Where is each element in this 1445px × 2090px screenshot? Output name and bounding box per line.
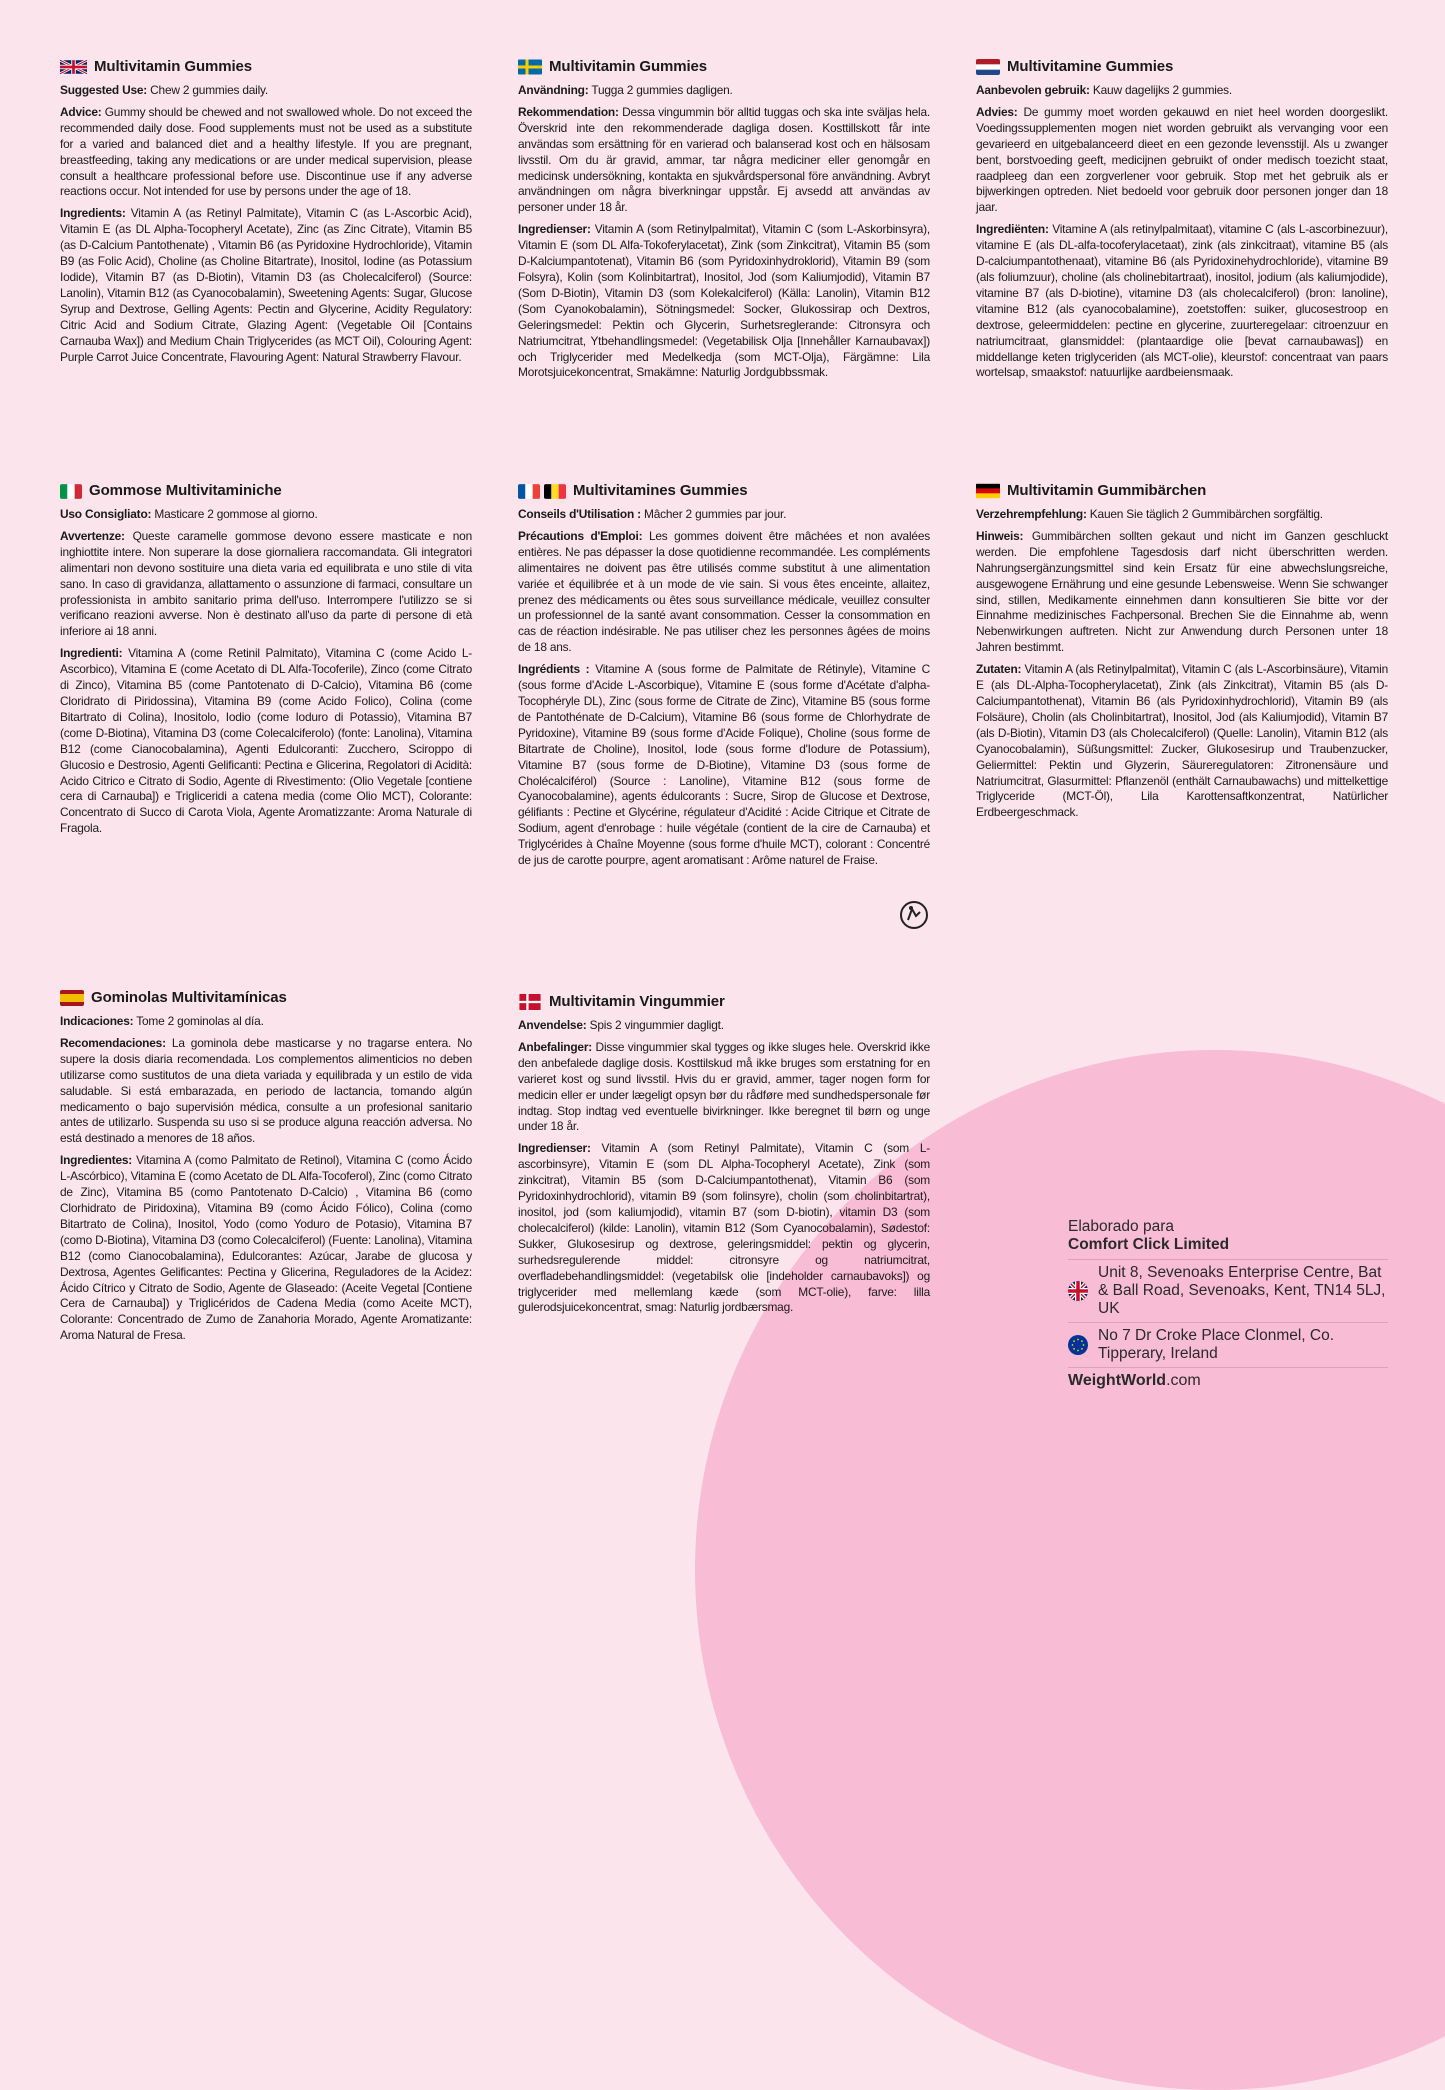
- ingredients: Ingrediënten: Vitamine A (als retinylpalmitaat), vitamine C (als L-ascorbinezuur), vitamine E (als DL-alfa-tocoferylacetaat), zink (als zinkcitraat), vitamine B5 (als D-calciumpantothenaat), vitamine B6 (als Pyridoxinehydrochloride), vitamine B9 (als foliumzuur), choline (als cholinebitartraat), inositol, jodium (als kaliumjodide), vitamine B7 (als D-biotine), vitamine D3 (als cholecalciferol) (bron: lanoline), vitamine B12 (als cyanocobalamine), zoetstoffen: suiker, glucosestroop en dextrose, geleermiddelen: pectine en glycerine, zuurteregelaar: citroenzuur en natriumcitraat, glansmiddel: (plantaardige olie [bevat carnaubawas]) en middellange keten triglyceriden (als MCT-olie), kleurstof: concentraat van paars wortelsap, smaakstof: natuurlijke aardbeiensmaak.: [976, 222, 1388, 380]
- title-text: Multivitamin Gummies: [549, 58, 708, 76]
- netherlands-flag-icon: [976, 59, 1000, 75]
- title-text: Gommose Multivitaminiche: [89, 482, 282, 500]
- usage: Uso Consigliato: Masticare 2 gommose al giorno.: [60, 507, 318, 521]
- advice: Advice: Gummy should be chewed and not swallowed whole. Do not exceed the recommended daily dose. Food supplements must not be used as a substitute for a varied and balanced diet and a healthy lifestyle. If you are pregnant, breastfeeding, taking any medications or are under medical supervision, please consult a healthcare professional before use. Discontinue use if any adverse reactions occur. Not intended for use by persons under the age of 18.: [60, 104, 472, 199]
- brand-website: WeightWorld.com: [1068, 1367, 1388, 1390]
- section-title: [60, 987, 472, 1009]
- recommendations: Recomendaciones: La gominola debe masticarse y no tragarse entera. No supere la dosis diaria recomendada. Los complementos alimenticios no deben utilizarse como sustitutos de una dieta variada y equilibrada y un estilo de vida saludable. Si está embarazada, en periodo de lactancia, tomando algún medicamento o bajo supervisión médica, consulte a un profesional sanitario antes de utilizarlo. Suspenda su uso si se produce alguna reacción adversa. No está destinado a menores de 18 años.: [60, 1035, 472, 1146]
- ingredients: Ingredients: Vitamin A (as Retinyl Palmitate), Vitamin C (as L-Ascorbic Acid), Vitamin E (as DL Alpha-Tocopheryl Acetate), Zinc (as Zinc Citrate), Vitamin B5 (as D-Calcium Pantothenate) , Vitamin B6 (as Pyridoxine Hydrochloride), Vitamin B9 (as Folic Acid), Choline (as Choline Bitartrate), Inositol, Iodine (as Potassium Iodide), Vitamin B7 (as D-Biotin), Vitamin D3 (as Cholecalciferol) (Source: Lanolin), Vitamin B12 (as Cyanocobalamin), Sweetening Agents: Sugar, Glucose Syrup and Dextrose, Gelling Agents: Pectin and Glycerine, Acidity Regulatory: Citric Acid and Sodium Citrate, Glazing Agent: (Vegetable Oil [Contains Carnauba Wax]) and Medium Chain Triglycerides (as MCT Oil), Colouring Agent: Purple Carrot Juice Concentrate, Flavouring Agent: Natural Strawberry Flavour.: [60, 206, 472, 364]
- section-title: [60, 480, 472, 502]
- section-title: [518, 991, 930, 1013]
- uk-address-row: [1068, 1259, 1388, 1322]
- manufacturer-info: [1068, 1218, 1388, 1390]
- usage: Conseils d'Utilisation : Mâcher 2 gummies par jour.: [518, 507, 787, 521]
- section-italian: [60, 480, 472, 843]
- uk-address: Unit 8, Sevenoaks Enterprise Centre, Bat & Ball Road, Sevenoaks, Kent, TN14 5LJ, UK: [1098, 1264, 1386, 1317]
- section-dutch: [976, 56, 1388, 387]
- section-french: [518, 480, 930, 875]
- section-danish: [518, 991, 930, 1322]
- section-german: [976, 480, 1388, 827]
- eu-address-row: [1068, 1322, 1388, 1367]
- ingredients: Ingrédients : Vitamine A (sous forme de Palmitate de Rétinyle), Vitamine C (sous forme d'Acide L-Ascorbique), Vitamine E (sous forme d'Acétate d'alpha-Tocophéryle DL), Zinc (sous forme de Citrate de Zinc), Vitamine B5 (sous forme de Pantothénate de D-Calcium), Vitamine B6 (sous forme de Chlorhydrate de Pyridoxine), Vitamine B9 (sous forme d'Acide Folique), Choline (sous forme de Bitartrate de Choline), Inositol, Iode (sous forme d'Iodure de Potassium), Vitamine B7 (sous forme de D-Biotine), Vitamine D3 (sous forme de Cholécalciférol) (Source : Lanoline), Vitamine B12 (sous forme de Cyanocobalamine), agents édulcorants : Sucre, Sirop de Glucose et Dextrose, gélifiants : Pectine et Glycérine, régulateur d'Acidité : Acide Citrique et Citrate de Sodium, agent d'enrobage : huile végétale (contient de la cire de Carnauba) et Triglycérides à Chaîne Moyenne (sous forme d'huile MCT), colorant : Concentré de jus de carotte pourpre, agent aromatisant : Arôme naturel de Fraise.: [518, 662, 930, 868]
- section-title: [976, 480, 1388, 502]
- italy-flag-icon: [60, 484, 82, 499]
- eu-flag-round-icon: [1068, 1335, 1098, 1355]
- uk-flag-round-icon: [1068, 1281, 1098, 1301]
- notice: Hinweis: Gummibärchen sollten gekaut und nicht im Ganzen geschluckt werden. Die empfohlene Tagesdosis darf nicht überschritten werden. Nahrungsergänzungsmittel sind kein Ersatz für eine abwechslungsreiche, ausgewogene Ernährung und eine gesunde Lebensweise. Wenn Sie schwanger sind, stillen, Medikamente einnehmen dann konsultieren Sie bitte vor der Einnahme medizinisches Fachpersonal. Brechen Sie die Einnahme ab, wenn Nebenwirkungen auftreten. Nicht zur Anwendung durch Personen unter 18 Jahren bestimmt.: [976, 528, 1388, 655]
- germany-flag-icon: [976, 483, 1000, 499]
- ingredients: Ingredienser: Vitamin A (som Retinyl Palmitate), Vitamin C (som L-ascorbinsyre), Vitamin E (som DL Alpha-Tocopheryl Acetate), Zink (som zinkcitrat), Vitamin B5 (som D-Calciumpantothenat), Vitamin B6 (som Pyridoxinhydrochlorid), vitamin B9 (som folinsyre), cholin (som cholinbitartrat), inositol, jod (som kaliumjodid), vitamin B7 (som D-biotin), vitamin D3 (som cholecalciferol) (kilde: Lanolin), vitamin B12 (Som Cyanocobalamin), Sødestof: Sukker, Glukosesirup og dextrose, geleringsmiddel: pektin og glycerin, surhedsregulerende middel: citronsyre og natriumcitrat, overfladebehandlingsmiddel: (vegetabilsk olie [indeholder carnaubavoks]) og triglycerider med mellemlang kæde (som MCT-olie), farve: lilla gulerodsjuicekoncentrat, smag: Naturlig jordbærsmag.: [518, 1141, 930, 1315]
- warnings: Avvertenze: Queste caramelle gommose devono essere masticate e non inghiottite intere. Non superare la dose giornaliera raccomandata. Gli integratori alimentari non devono sostituire una dieta varia ed equilibrata e uno stile di vita sano. In caso di gravidanza, allattamento o assunzione di farmaci, consultare un professionista in ambito sanitario prima dell'uso. Interrompere l'utilizzo se si verificano reazioni avverse. Non è destinato all'uso da parte di persone di età inferiore ai 18 anni.: [60, 528, 472, 639]
- advice: Advies: De gummy moet worden gekauwd en niet heel worden doorgeslikt. Voedingssupplementen mogen niet worden gebruikt als vervanging voor een gevarieerd en uitgebalanceerd dieet en een gezonde levensstijl. Als u zwanger bent, borstvoeding geeft, medicijnen gebruikt of onder medisch toezicht staat, raadpleeg dan een zorgverlener voor gebruik. Stop met het gebruik als er bijwerkingen optreden. Niet bedoeld voor gebruik door personen jonger dan 18 jaar.: [976, 104, 1388, 215]
- section-spanish: [60, 987, 472, 1350]
- spain-flag-icon: [60, 990, 84, 1006]
- section-title: [976, 56, 1388, 78]
- title-text: Multivitamin Gummies: [94, 58, 253, 76]
- made-for-label: Elaborado para: [1068, 1218, 1174, 1235]
- title-text: Gominolas Multivitamínicas: [91, 989, 287, 1007]
- ingredients: Ingredienti: Vitamina A (come Retinil Palmitato), Vitamina C (come Acido L-Ascorbico), Vitamina E (come Acetato di DL Alfa-Tocoferile), Zinco (come Citrato di Zinco), Vitamina B5 (come Pantotenato di D-Calcio), Vitamina B6 (come Cloridrato di Piridossina), Vitamina B9 (come Acido Folico), Colina (come Bitartrato di Colina), Inositolo, Iodio (come Ioduro di Potassio), Vitamina B7 (come D-Biotina), Vitamina D3 (come Colecalciferolo) (fonte: Lanolina), Vitamina B12 (come Cianocobalamina), Agenti Edulcoranti: Zucchero, Sciroppo di Glucosio e Destrosio, Agenti Gelificanti: Pectina e Glicerina, Regolatori di Acidità: Acido Citrico e Citrato di Sodio, Agente di Rivestimento: (Olio Vegetale [contiene cera di Carnauba]) e Trigliceridi a catena media (come Olio MCT), Colorante: Concentrato di Succo di Carota Viola, Agente Aromatizzante: Aroma Naturale di Fragola.: [60, 646, 472, 836]
- suggested-use: Suggested Use: Chew 2 gummies daily.: [60, 83, 269, 97]
- belgium-flag-icon: [544, 484, 566, 499]
- recommended-use: Aanbevolen gebruik: Kauw dagelijks 2 gummies.: [976, 83, 1232, 97]
- uk-flag-icon: [60, 58, 87, 76]
- recommendations: Anbefalinger: Disse vingummier skal tygges og ikke sluges hele. Overskrid ikke den anbefalede daglige dosis. Kosttilskud må ikke bruges som erstatning for en varieret kost og sund livsstil. Hvis du er gravid, ammer, tager nogen form for medicin eller er under lægeligt opsyn bør du rådføre med sundhedspersonale før indtag. Stop indtag ved eventuelle bivirkninger. Ikke beregnet til børn og unge under 18 år.: [518, 1039, 930, 1134]
- section-title: [60, 56, 472, 78]
- title-text: Multivitamines Gummies: [573, 482, 748, 500]
- ingredients: Zutaten: Vitamin A (als Retinylpalmitat), Vitamin C (als L-Ascorbinsäure), Vitamin E (als DL-Alpha-Tocopherylacetat), Zink (als Zinkcitrat), Vitamin B5 (als D-Calciumpantothenat), Vitamin B6 (als Pyridoxinhydrochlorid), Vitamin B9 (als Folsäure), Cholin (als Cholinbitartrat), Inositol, Jod (als Kaliumjodid), Vitamin B7 (als D-Biotin), Vitamin D3 (als Cholecalciferol) (Quelle: Lanolin), Vitamin B12 (als Cyanocobalamin), Süßungsmittel: Zucker, Glukosesirup und Traubenzucker, Geliermittel: Pektin und Glyzerin, Säureregulatoren: Zitronensäure und Natriumcitrat, Glasurmittel: Pflanzenöl (enthält Carnaubawachs) und mittelkettige Triglyceride (MCT-Öl), Lila Karottensaftkonzentrat, Natürlicher Erdbeergeschmack.: [976, 662, 1388, 820]
- recommendation: Rekommendation: Dessa vingummin bör alltid tuggas och ska inte sväljas hela. Överskrid inte den rekommenderade dagliga dosen. Kosttillskott får inte användas som ersättning för en varierad och balanserad kost och en hälsosam livsstil. Om du är gravid, ammar, tar några mediciner eller genomgår en medicinsk undersökning, kontakta en sjukvårdspersonal före användning. Avbryt användningen om några biverkningar uppstår. Ej avsedd att användas av personer under 18 år.: [518, 104, 930, 215]
- title-text: Multivitamin Vingummier: [549, 993, 725, 1011]
- denmark-flag-icon: [518, 994, 542, 1010]
- eu-address: No 7 Dr Croke Place Clonmel, Co. Tipperary, Ireland: [1098, 1327, 1335, 1362]
- title-text: Multivitamine Gummies: [1007, 58, 1174, 76]
- section-english: [60, 56, 472, 371]
- indications: Indicaciones: Tome 2 gominolas al día.: [60, 1014, 264, 1028]
- section-swedish: [518, 56, 930, 387]
- france-flag-icon: [518, 484, 540, 499]
- usage: Användning: Tugga 2 gummies dagligen.: [518, 83, 733, 97]
- ingredients: Ingredientes: Vitamina A (como Palmitato de Retinol), Vitamina C (como Ácido L-Ascórbico), Vitamina E (como Acetato de DL Alfa-Tocoferol), Zinc (como Citrato de Zinc), Vitamina B5 (como Pantotenato D-Calcio) , Vitamina B6 (como Clorhidrato de Piridoxina), Vitamina B9 (como Ácido Fólico), Colina (como Bitartrato de Colina), Inositol, Yodo (como Yoduro de Potasio), Vitamina B7 (como D-Biotina), Vitamina D3 (como Colecalciferol) (Fuente: Lanolina), Vitamina B12 (como Cianocobalamina), Edulcorantes: Azúcar, Jarabe de glucosa y Dextrosa, Agentes Gelificantes: Pectina y Glicerina, Reguladores de la Acidez: Ácido Cítrico y Citrato de Sodio, Agente de Glaseado: (Aceite Vegetal [Contiene Cera de Carnauba]) y Triglicéridos de Cadena Media (como Aceite MCT), Colorante: Concentrado de Zumo de Zanahoria Morado, Agente Aromatizante: Aroma Natural de Fresa.: [60, 1153, 472, 1343]
- company-name: Comfort Click Limited: [1068, 1236, 1230, 1253]
- precautions: Précautions d'Emploi: Les gommes doivent être mâchées et non avalées entières. Ne pas dépasser la dose quotidienne recommandée. Les compléments alimentaires ne doivent pas être utilisés comme substitut à une alimentation variée et équilibrée et à un mode de vie sain. Si vous êtes enceinte, allaitez, prenez des médicaments ou êtes sous surveillance médicale, veuillez consulter un professionnel de la santé avant consommation. Cesser la consommation en cas de réaction indésirable. Ne pas utiliser chez les personnes âgées de moins de 18 ans.: [518, 528, 930, 655]
- title-text: Multivitamin Gummibärchen: [1007, 482, 1207, 500]
- recycle-icon: [899, 900, 929, 930]
- recommended-intake: Verzehrempfehlung: Kauen Sie täglich 2 Gummibärchen sorgfältig.: [976, 507, 1323, 521]
- sweden-flag-icon: [518, 59, 542, 75]
- section-title: [518, 56, 930, 78]
- usage: Anvendelse: Spis 2 vingummier dagligt.: [518, 1018, 724, 1032]
- section-title: [518, 480, 930, 502]
- ingredients: Ingredienser: Vitamin A (som Retinylpalmitat), Vitamin C (som L-Askorbinsyra), Vitamin E (som DL Alfa-Tokoferylacetat), Zink (som Zinkcitrat), Vitamin B5 (som D-Kalciumpantotenat), Vitamin B6 (som Pyridoxinhydroklorid), Vitamin B9 (som Folsyra), Kolin (som Kolinbitartrat), Inositol, Jod (som Kaliumjodid), Vitamin B7 (Som D-Biotin), Vitamin D3 (som Kolekalciferol) (Källa: Lanolin), Vitamin B12 (Som Cyanokobalamin), Sötningsmedel: Socker, Glukossirap och Dextros, Geleringsmedel: Pektin och Glycerin, Surhetsreglerande: Citronsyra och Natriumcitrat, Ytbehandlingsmedel: (Vegetabilisk Olja [Innehåller Karnaubavax]) och Triglycerider med Medelkedja (som MCT-Olja), Färgämne: Lila Morotsjuicekoncentrat, Smakämne: Naturlig Jordgubbssmak.: [518, 222, 930, 380]
